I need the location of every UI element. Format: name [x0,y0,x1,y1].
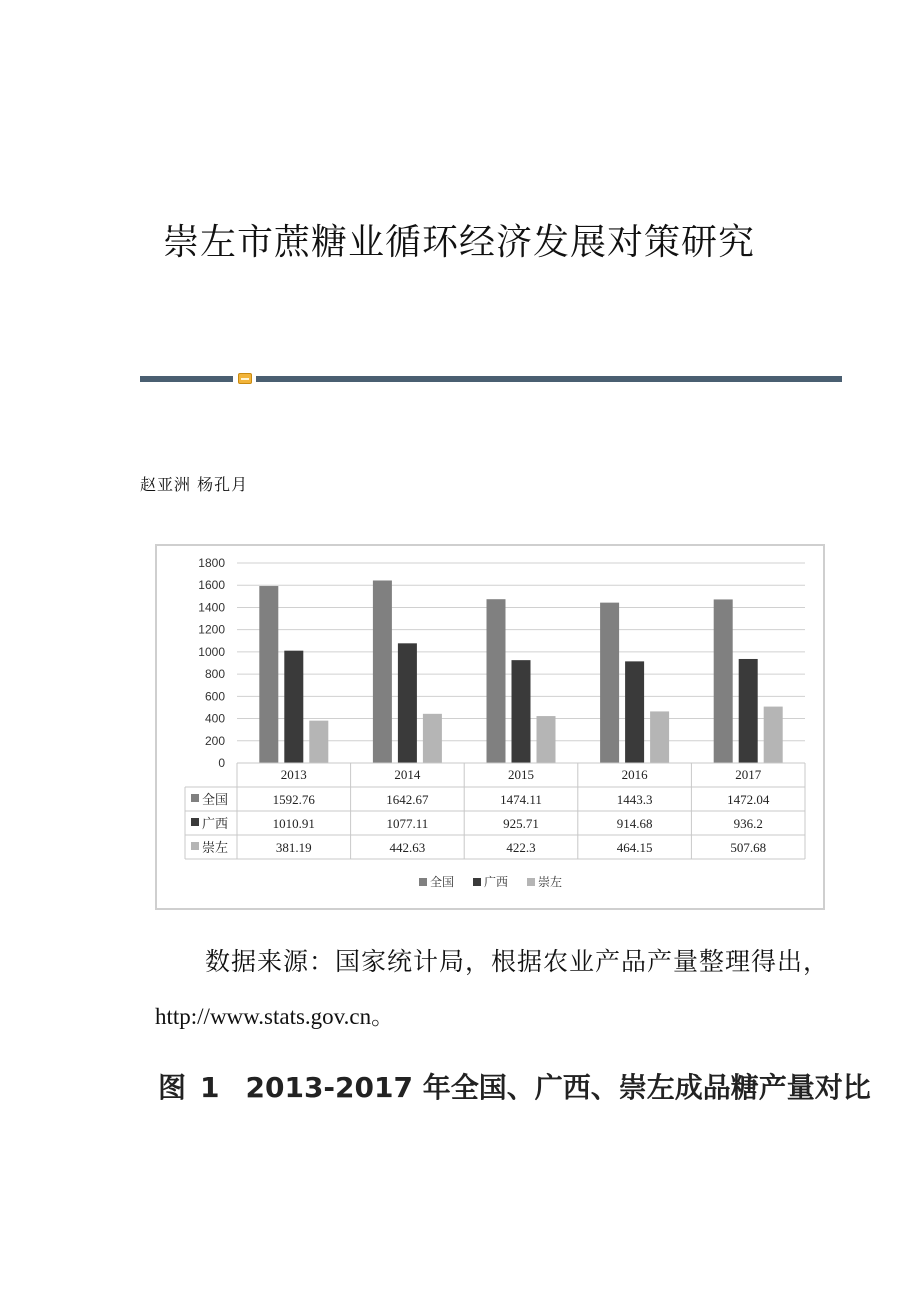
y-tick-label: 800 [204,667,225,682]
chart-frame [155,544,825,910]
bar-2016-s1 [625,661,644,763]
x-category-label: 2017 [735,767,762,782]
y-tick-label: 1000 [198,644,225,659]
legend-label: 全国 [430,875,455,889]
bar-2013-s1 [284,651,303,763]
table-value-label: 914.68 [616,816,653,831]
x-category-label: 2015 [508,767,534,782]
x-category-label: 2014 [394,767,421,782]
x-category-label: 2013 [280,767,307,782]
figure-caption-number: 1 [200,1071,220,1104]
y-tick-label: 400 [204,711,225,726]
divider-bar-right [256,376,842,382]
data-source-url: http://www.stats.gov.cn。 [155,1004,395,1029]
table-value-label: 422.3 [506,840,536,855]
table-value-label: 1077.11 [386,816,429,831]
legend-swatch [527,878,535,886]
title-divider [140,373,842,385]
bar-2017-s2 [764,707,783,763]
y-tick-label: 1400 [198,600,225,615]
table-series-swatch [191,818,199,826]
bar-2015-s1 [512,660,531,763]
bar-2016-s2 [650,711,669,763]
bar-2015-s2 [537,716,556,763]
bar-2015-s0 [487,599,506,763]
table-value-label: 1010.91 [272,816,315,831]
production-chart [157,546,823,908]
table-value-label: 1642.67 [386,792,429,807]
bar-2017-s1 [739,659,758,763]
table-series-swatch [191,794,199,802]
bar-2016-s0 [600,603,619,763]
table-value-label: 381.19 [275,840,312,855]
legend-swatch [473,878,481,886]
legend-swatch [419,878,427,886]
figure-caption-text: 2013-2017 年全国、广西、崇左成品糖产量对比 [245,1071,871,1104]
y-tick-label: 1800 [198,556,225,570]
bar-2014-s1 [398,643,417,763]
table-series-label: 崇左 [202,841,229,856]
table-value-label: 1592.76 [272,792,315,807]
table-value-label: 442.63 [389,840,426,855]
bar-2017-s0 [714,599,733,763]
paper-title: 崇左市蔗糖业循环经济发展对策研究 [163,222,756,263]
y-tick-label: 1600 [198,578,225,593]
table-series-label: 广西 [202,817,229,832]
table-value-label: 507.68 [730,840,767,855]
y-tick-label: 200 [204,733,225,748]
figure-caption-label: 图 [158,1071,187,1104]
table-value-label: 464.15 [616,840,653,855]
divider-badge-icon [238,373,252,384]
table-value-label: 936.2 [733,816,763,831]
figure-caption [158,1066,871,1106]
x-category-label: 2016 [621,767,648,782]
bar-2013-s2 [309,721,328,763]
y-tick-label: 0 [218,756,225,770]
divider-bar-left [140,376,233,382]
data-source-text: 数据来源：国家统计局，根据农业产品产量整理得出， [205,947,830,976]
table-value-label: 925.71 [503,816,539,831]
table-value-label: 1472.04 [727,792,770,807]
bar-2013-s0 [259,586,278,763]
table-value-label: 1474.11 [500,792,542,807]
y-tick-label: 600 [204,689,225,704]
legend-label: 崇左 [538,875,563,889]
y-tick-label: 1200 [198,622,225,637]
table-value-label: 1443.3 [616,792,653,807]
bar-2014-s0 [373,580,392,763]
table-series-label: 全国 [202,793,229,808]
table-series-swatch [191,842,199,850]
bar-2014-s2 [423,714,442,763]
authors: 赵亚洲 杨孔月 [140,475,249,494]
legend-label: 广西 [484,875,509,889]
